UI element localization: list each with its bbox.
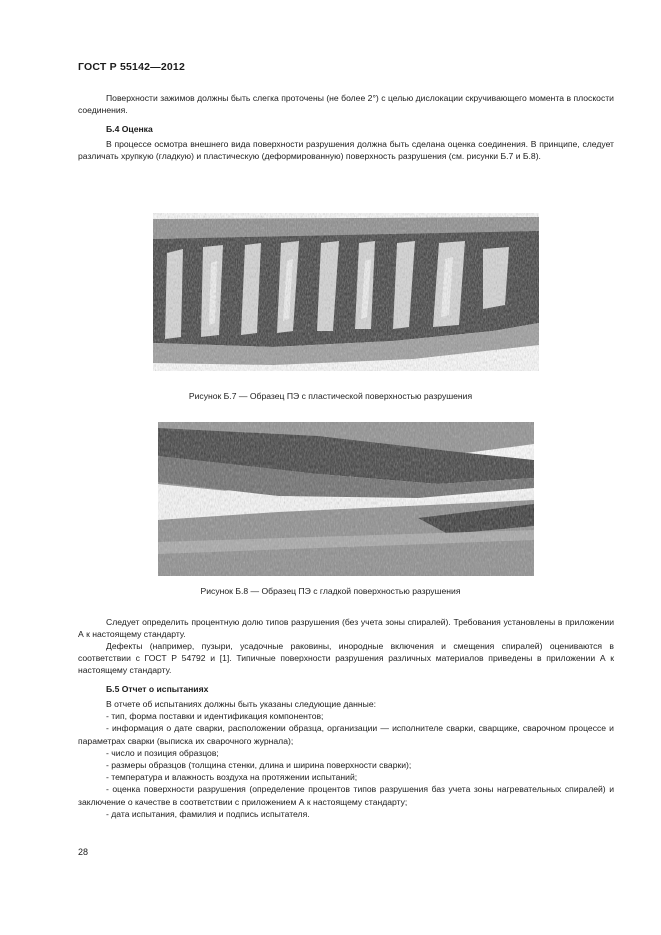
list-item: - дата испытания, фамилия и подпись испытателя. — [106, 808, 310, 819]
figure-b7-image — [153, 213, 539, 371]
section-b4-title: Б.4 Оценка — [106, 124, 153, 134]
intro-paragraph: Поверхности зажимов должны быть слегка проточены (не более 2°) с целью дислокации скручивающего момента в плоскости соединения. — [78, 93, 614, 115]
list-item: - число и позиция образцов; — [106, 747, 219, 758]
figure-b8-caption: Рисунок Б.8 — Образец ПЭ с гладкой поверхностью разрушения — [200, 586, 461, 596]
list-item: - температура и влажность воздуха на протяжении испытаний; — [106, 772, 358, 783]
figure-b7-caption: Рисунок Б.7 — Образец ПЭ с пластической поверхностью разрушения — [188, 391, 473, 401]
list-item: - оценка поверхности разрушения (определение процентов типов разрушения баз учета зоны нагревательных спиралей) и заключение о качестве в соответствии с приложением А к настоящему стандарту; — [78, 784, 614, 807]
list-item: - размеры образцов (толщина стенки, длина и ширина поверхности сварки); — [106, 760, 412, 771]
section-b5-list — [78, 698, 614, 820]
paragraph-fracture-share: Следует определить процентную долю типов разрушения (без учета зоны спиралей). Требования установлены в приложении А к настоящему стандарту. — [78, 617, 614, 639]
figure-b8-image — [158, 422, 534, 576]
list-item: - тип, форма поставки и идентификация компонентов; — [106, 711, 324, 722]
list-item: - информация о дате сварки, расположении образца, организации — исполнителе сварки, сварщике, сварочном процессе и параметрах сварки (выписка их сварочного журнала); — [78, 723, 614, 746]
paragraph-defects: Дефекты (например, пузыри, усадочные раковины, инородные включения и смещения спиралей) оцениваются в соответствии с ГОСТ Р 54792 и [1]. Типичные поверхности разрушения различных материалов приведены в приложении А к настоящему стандарту. — [78, 641, 614, 675]
section-b4-text: В процессе осмотра внешнего вида поверхности разрушения должна быть сделана оценка соединения. В принципе, следует различать хрупкую (гладкую) и пластическую (деформированную) поверхность разрушения (см. рисунки Б.7 и Б.8). — [78, 139, 614, 161]
section-b5-title: Б.5 Отчет о испытаниях — [106, 684, 209, 694]
page-number: 28 — [78, 847, 89, 857]
section-b5-intro: В отчете об испытаниях должны быть указаны следующие данные: — [106, 699, 377, 709]
document-header: ГОСТ Р 55142—2012 — [78, 61, 186, 73]
